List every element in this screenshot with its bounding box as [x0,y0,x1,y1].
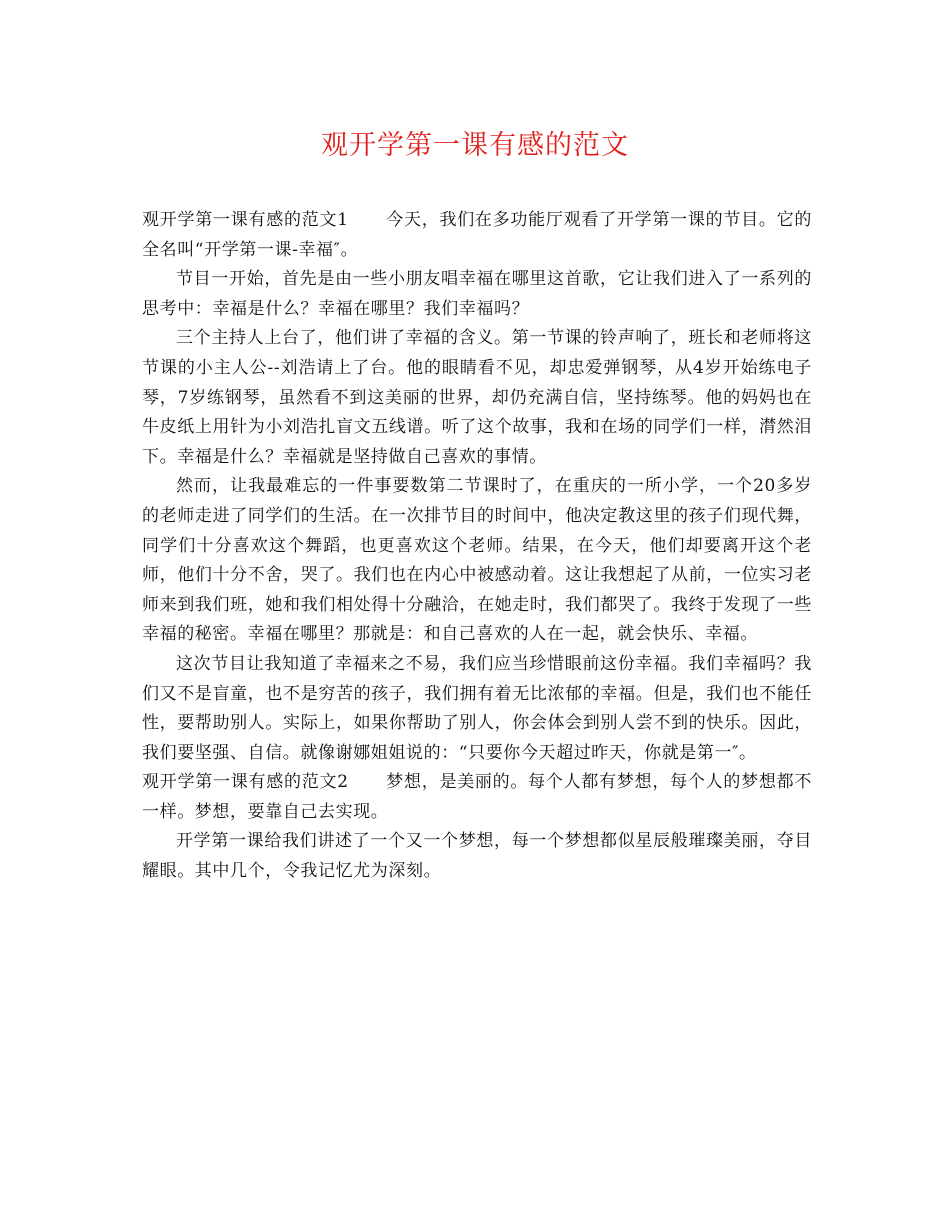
section-2-start [142,768,812,827]
paragraph: 节目一开始，首先是由一些小朋友唱幸福在哪里这首歌，它让我们进入了一系列的思考中：幸福是什么？幸福在哪里？我们幸福吗？ [142,269,812,319]
section-1-label: 观开学第一课有感的范文1 [142,210,349,230]
paragraph: 三个主持人上台了，他们讲了幸福的含义。第一节课的铃声响了，班长和老师将这节课的小主人公--刘浩请上了台。他的眼睛看不见，却忠爱弹钢琴，从4岁开始练电子琴，7岁练钢琴，虽然看不到这美丽的世界，却仍充满自信，坚持练琴。他的妈妈也在牛皮纸上用针为小刘浩扎盲文五线谱。听了这个故事，我和在场的同学们一样，潸然泪下。幸福是什么？幸福就是坚持做自己喜欢的事情。 [142,328,812,467]
section-2-lead: 梦想，是美丽的。每个人都有梦想，每个人的梦想都不一样。梦想，要靠自己去实现。 [142,772,813,822]
section-2-label: 观开学第一课有感的范文2 [142,772,349,793]
section-1-lead: 今天，我们在多功能厅观看了开学第一课的节目。它的全名叫“开学第一课-幸福″。 [142,210,813,260]
paragraph: 开学第一课给我们讲述了一个又一个梦想，每一个梦想都似星辰般璀璨美丽，夺目耀眼。其中几个，令我记忆尤为深刻。 [142,831,812,882]
document-title: 观开学第一课有感的范文 [321,130,629,161]
section-1-start [142,206,812,265]
document-body [142,206,812,887]
paragraph: 然而，让我最难忘的一件事要数第二节课时了，在重庆的一所小学，一个20多岁的老师走进了同学们的生活。在一次排节目的时间中，他决定教这里的孩子们现代舞，同学们十分喜欢这个舞蹈，也更喜欢这个老师。结果，在今天，他们却要离开这个老师，他们十分不舍，哭了。我们也在内心中被感动着。这让我想起了从前，一位实习老师来到我们班，她和我们相处得十分融洽，在她走时，我们都哭了。我终于发现了一些幸福的秘密。幸福在哪里？那就是：和自己喜欢的人在一起，就会快乐、幸福。 [142,476,812,645]
paragraph: 这次节目让我知道了幸福来之不易，我们应当珍惜眼前这份幸福。我们幸福吗？我们又不是盲童，也不是穷苦的孩子，我们拥有着无比浓郁的幸福。但是，我们也不能任性，要帮助别人。实际上，如果你帮助了别人，你会体会到别人尝不到的快乐。因此，我们要坚强、自信。就像谢娜姐姐说的：“只要你今天超过昨天，你就是第一″。 [142,653,812,763]
